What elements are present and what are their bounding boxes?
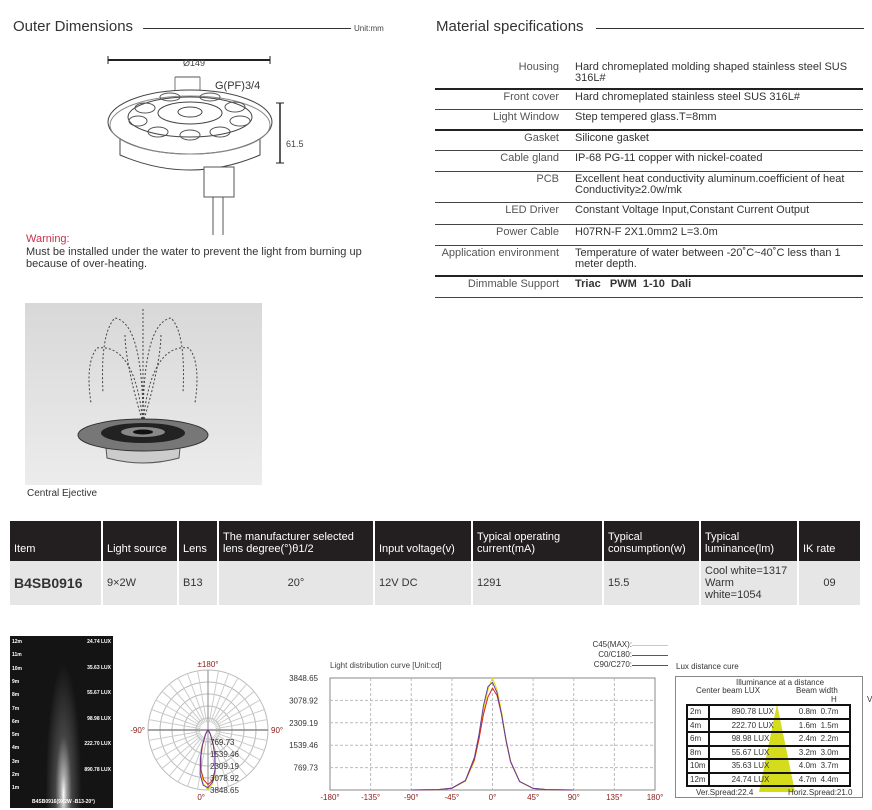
beam-width-v: 1.6m <box>789 719 819 733</box>
distance-label: 10m <box>12 665 23 672</box>
consumption-cell: 15.5 <box>603 561 700 605</box>
legend-label: C90/C270: <box>593 660 632 669</box>
x-tick-label: 45° <box>527 793 540 802</box>
distance-label: 2m <box>12 772 20 778</box>
ik-cell: 09 <box>798 561 861 605</box>
spec-header: Typical consumption(w) <box>603 521 700 561</box>
beam-width-v: 4.7m <box>789 773 819 787</box>
lux-row <box>687 705 850 719</box>
y-tick-label: 1539.46 <box>289 741 318 751</box>
spec-header: Typical luminance(lm) <box>700 521 798 561</box>
beam-lux-label: 24.74 LUX <box>87 639 111 645</box>
beam-simulation-image <box>10 636 113 808</box>
spec-header: Typical operating current(mA) <box>472 521 603 561</box>
warning-title: Warning: <box>26 233 70 245</box>
divider <box>596 28 864 29</box>
lux-value: 24.74 LUX <box>709 773 789 787</box>
distance-label: 11m <box>12 652 22 659</box>
center-beam-header: Center beam LUX <box>696 686 761 695</box>
material-row <box>435 245 863 276</box>
polar-angle-label: -90° <box>130 726 145 735</box>
distance-label: 12m <box>12 639 23 645</box>
polar-angle-label: 0° <box>197 793 205 802</box>
beam-width-h: 0.7m <box>819 705 850 719</box>
beam-width-h: 1.5m <box>819 719 850 733</box>
spec-header: The manufacturer selected lens degree(°)θ1/2 <box>218 521 374 561</box>
material-value: Hard chromeplated stainless steel SUS 316L# <box>571 89 863 109</box>
material-row <box>435 130 863 150</box>
x-tick-label: 135° <box>606 793 623 802</box>
lux-row <box>687 773 850 787</box>
material-value: Constant Voltage Input,Constant Current Output <box>571 202 863 224</box>
material-value: Silicone gasket <box>571 130 863 150</box>
fountain-illustration <box>25 303 262 485</box>
divider <box>143 28 351 29</box>
polar-radial-label: 1539.46 <box>210 750 239 759</box>
material-label: Power Cable <box>435 224 571 245</box>
beam-width-v: 4.0m <box>789 759 819 773</box>
legend-swatch <box>632 655 668 656</box>
outer-dimensions-title: Outer Dimensions <box>13 18 134 35</box>
material-row <box>435 89 863 109</box>
lux-distance: 10m <box>687 759 709 773</box>
distance-label: 6m <box>12 718 20 725</box>
spec-header: Light source <box>102 521 178 561</box>
lux-distance-panel <box>675 676 863 798</box>
beam-width-h: 4.4m <box>819 773 850 787</box>
voltage-cell: 12V DC <box>374 561 472 605</box>
lux-header: Illuminance at a distance <box>736 678 825 687</box>
material-title: Material specifications <box>436 18 584 35</box>
beam-width-v: 3.2m <box>789 746 819 760</box>
cool-white: Cool white=1317 <box>705 565 788 577</box>
x-tick-label: 90° <box>567 793 580 802</box>
material-label: LED Driver <box>435 202 571 224</box>
material-value: IP-68 PG-11 copper with nickel-coated <box>571 150 863 171</box>
material-value: Excellent heat conductivity aluminum.coefficient of heat Conductivity≥2.0w/mk <box>571 171 863 202</box>
material-row <box>435 276 863 297</box>
material-row <box>435 224 863 245</box>
lux-value: 890.78 LUX <box>709 705 789 719</box>
warning-text: Must be installed under the water to prevent the light from burning up because of over-heating. <box>26 246 362 270</box>
table-row <box>10 561 861 605</box>
legend-label: C0/C180: <box>598 650 632 659</box>
polar-angle-label: ±180° <box>197 660 219 669</box>
item-cell: B4SB0916 <box>10 561 102 605</box>
lux-distance: 8m <box>687 746 709 760</box>
spec-table <box>10 521 862 605</box>
y-tick-label: 3078.92 <box>289 696 318 706</box>
material-value: H07RN-F 2X1.0mm2 L=3.0m <box>571 224 863 245</box>
v-label: V <box>867 695 872 704</box>
light-source-cell: 9×2W <box>102 561 178 605</box>
y-tick-label: 3848.65 <box>289 674 318 683</box>
lux-row <box>687 732 850 746</box>
thread-label: G(PF)3/4 <box>215 80 261 92</box>
spec-header: Item <box>10 521 102 561</box>
lux-value: 55.67 LUX <box>709 746 789 760</box>
material-value: Step tempered glass.T=8mm <box>571 109 863 130</box>
material-row <box>435 171 863 202</box>
distance-label: 4m <box>12 745 20 752</box>
polar-angle-label: 90° <box>271 726 284 735</box>
beam-width-header: Beam width <box>796 686 838 695</box>
height-label: 61.5 <box>286 139 304 149</box>
h-header: H <box>831 695 837 704</box>
spec-header: Lens <box>178 521 218 561</box>
material-label: Dimmable Support <box>435 276 571 297</box>
distance-label: 5m <box>12 732 20 739</box>
light-distribution-chart <box>285 665 665 810</box>
lux-value: 98.98 LUX <box>709 732 789 746</box>
x-tick-label: -45° <box>444 793 460 802</box>
legend-item <box>540 650 668 660</box>
lux-distance: 6m <box>687 732 709 746</box>
fountain-caption: Central Ejective <box>27 488 98 499</box>
polar-radial-label: 769.73 <box>210 738 235 747</box>
warm-white: Warm white=1054 <box>705 577 762 601</box>
ver-spread: Ver.Spread:22.4 <box>696 788 754 797</box>
beam-width-v: 0.8m <box>789 705 819 719</box>
material-label: Application environment <box>435 245 571 276</box>
distance-label: 8m <box>12 692 20 699</box>
x-tick-label: 0° <box>488 793 497 802</box>
spec-header: Input voltage(v) <box>374 521 472 561</box>
lux-distance: 2m <box>687 705 709 719</box>
x-tick-label: -90° <box>403 793 419 802</box>
lux-distance: 12m <box>687 773 709 787</box>
legend-label: C45(MAX): <box>592 640 632 649</box>
material-label: Front cover <box>435 89 571 109</box>
hor-spread: Horiz.Spread:21.0 <box>788 788 853 797</box>
polar-chart <box>118 650 293 810</box>
beam-width-v: 2.4m <box>789 732 819 746</box>
distance-label: 7m <box>12 705 20 712</box>
unit-label: Unit:mm <box>354 24 384 33</box>
material-row <box>435 60 863 89</box>
lux-row <box>687 719 850 733</box>
beam-width-h: 3.7m <box>819 759 850 773</box>
legend-item <box>540 640 668 650</box>
lux-distance: 4m <box>687 719 709 733</box>
material-value: Triac PWM 1-10 Dali <box>571 276 863 297</box>
lux-value: 35.63 LUX <box>709 759 789 773</box>
legend-swatch <box>632 645 668 646</box>
polar-radial-label: 2309.19 <box>210 762 239 771</box>
lens-cell: B13 <box>178 561 218 605</box>
material-row <box>435 150 863 171</box>
y-tick-label: 769.73 <box>293 763 318 773</box>
distance-label: 1m <box>12 785 20 792</box>
material-table <box>435 60 863 298</box>
lux-row <box>687 746 850 760</box>
beam-width-h: 3.0m <box>819 746 850 760</box>
polar-radial-label: 3078.92 <box>210 774 239 783</box>
material-label: Housing <box>435 60 571 89</box>
degree-cell: 20° <box>218 561 374 605</box>
x-tick-label: -180° <box>320 793 340 802</box>
beam-lux-label: 35.63 LUX <box>87 664 111 671</box>
x-tick-label: 180° <box>646 793 664 802</box>
beam-caption: B4SB0916(9X2W -B13-20°) <box>32 799 95 805</box>
lux-title: Lux distance cure <box>676 662 739 671</box>
material-value: Hard chromeplated molding shaped stainless steel SUS 316L# <box>571 60 863 89</box>
material-label: PCB <box>435 171 571 202</box>
line-chart-title: Light distribution curve [Unit:cd] <box>330 661 442 670</box>
distance-label: 9m <box>12 678 20 685</box>
current-cell: 1291 <box>472 561 603 605</box>
polar-radial-label: 3848.65 <box>210 786 239 795</box>
distance-label: 3m <box>12 758 20 765</box>
y-tick-label: 2309.19 <box>289 718 318 728</box>
beam-lux-label: 98.98 LUX <box>87 715 111 722</box>
beam-lux-label: 222.70 LUX <box>84 741 111 747</box>
material-value: Temperature of water between -20˚C~40˚C less than 1 meter depth. <box>571 245 863 276</box>
material-label: Light Window <box>435 109 571 130</box>
material-label: Gasket <box>435 130 571 150</box>
material-label: Cable gland <box>435 150 571 171</box>
beam-lux-label: 55.67 LUX <box>87 690 111 696</box>
material-row <box>435 109 863 130</box>
x-tick-label: -135° <box>361 793 381 802</box>
material-row <box>435 202 863 224</box>
beam-lux-label: 890.78 LUX <box>84 766 111 773</box>
diameter-label: Ø149 <box>183 58 206 68</box>
beam-width-h: 2.2m <box>819 732 850 746</box>
lux-value: 222.70 LUX <box>709 719 789 733</box>
lux-row <box>687 759 850 773</box>
luminance-cell <box>700 561 798 605</box>
spec-header: IK rate <box>798 521 861 561</box>
